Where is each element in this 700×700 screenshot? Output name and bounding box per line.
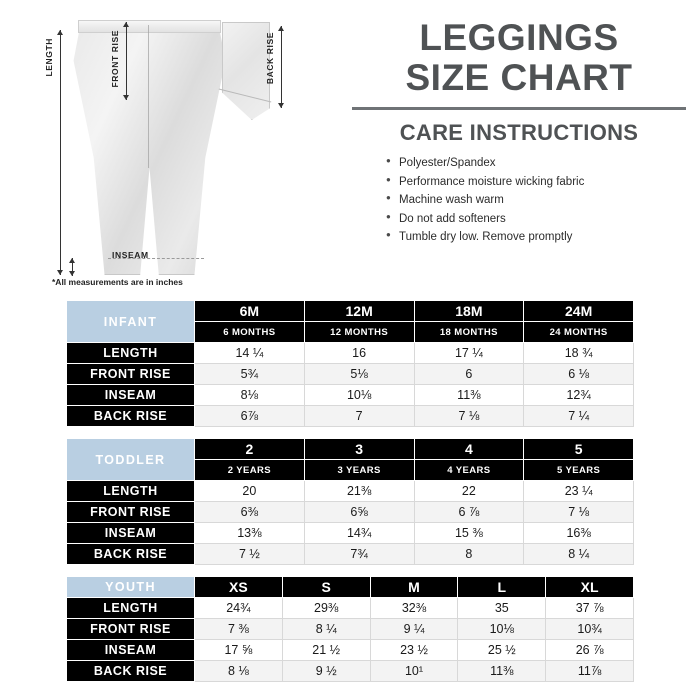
cell-value: 8 ¼ — [282, 619, 370, 640]
cell-value: 7 ⅛ — [524, 502, 634, 523]
cell-value: 6⅜ — [195, 502, 305, 523]
cell-value: 15 ⅜ — [414, 523, 524, 544]
front-rise-arrow — [126, 22, 127, 100]
table-row — [67, 619, 634, 640]
age-header: 24 MONTHS — [524, 322, 634, 343]
age-header: 18 MONTHS — [414, 322, 524, 343]
list-item: ● Performance moisture wicking fabric — [386, 176, 686, 188]
header-block — [352, 18, 686, 250]
cell-value: 29⅜ — [282, 598, 370, 619]
cell-value: 11⅞ — [546, 661, 634, 682]
size-header: S — [282, 577, 370, 598]
cell-value: 14¾ — [304, 523, 414, 544]
toddler-size-table — [66, 438, 634, 565]
size-header: 18M — [414, 301, 524, 322]
cell-value: 23 ½ — [370, 640, 458, 661]
row-label: FRONT RISE — [67, 364, 195, 385]
cell-value: 26 ⅞ — [546, 640, 634, 661]
cell-value: 21⅜ — [304, 481, 414, 502]
cell-value: 6 ⅛ — [524, 364, 634, 385]
youth-size-table — [66, 576, 634, 682]
category-label-infant: INFANT — [67, 301, 195, 343]
list-item: ● Polyester/Spandex — [386, 157, 686, 169]
row-label: BACK RISE — [67, 544, 195, 565]
size-header: M — [370, 577, 458, 598]
table-row — [67, 481, 634, 502]
row-label: FRONT RISE — [67, 619, 195, 640]
size-header: 4 — [414, 439, 524, 460]
cell-value: 17 ⅝ — [195, 640, 283, 661]
category-label-youth: YOUTH — [67, 577, 195, 598]
cell-value: 9 ¼ — [370, 619, 458, 640]
cell-value: 14 ¼ — [195, 343, 305, 364]
cell-value: 6⅞ — [195, 406, 305, 427]
leggings-shape — [72, 20, 227, 275]
leggings-illustration — [72, 20, 227, 275]
waistband — [78, 20, 221, 33]
table-row — [67, 661, 634, 682]
row-label: BACK RISE — [67, 661, 195, 682]
cell-value: 10⅛ — [304, 385, 414, 406]
cell-value: 6 ⅞ — [414, 502, 524, 523]
cell-value: 37 ⅞ — [546, 598, 634, 619]
table-row — [67, 301, 634, 322]
list-item: ● Tumble dry low. Remove promptly — [386, 231, 686, 243]
size-header: 2 — [195, 439, 305, 460]
cell-value: 6⅝ — [304, 502, 414, 523]
cell-value: 6 — [414, 364, 524, 385]
size-tables — [66, 300, 634, 693]
cell-value: 16 — [304, 343, 414, 364]
cell-value: 5⅛ — [304, 364, 414, 385]
page-title-line1: LEGGINGS — [419, 17, 619, 58]
cell-value: 7 ⅛ — [414, 406, 524, 427]
inseam-label: INSEAM — [112, 250, 149, 260]
cell-value: 21 ½ — [282, 640, 370, 661]
cell-value: 18 ¾ — [524, 343, 634, 364]
row-label: LENGTH — [67, 598, 195, 619]
back-rise-label: BACK RISE — [265, 32, 275, 85]
care-instructions-title: CARE INSTRUCTIONS — [399, 120, 639, 145]
row-label: INSEAM — [67, 385, 195, 406]
cell-value: 7¾ — [304, 544, 414, 565]
table-row — [67, 598, 634, 619]
size-header: 5 — [524, 439, 634, 460]
length-label: LENGTH — [44, 38, 54, 77]
row-label: FRONT RISE — [67, 502, 195, 523]
length-arrow — [60, 30, 61, 275]
cell-value: 10⅛ — [458, 619, 546, 640]
cell-value: 11⅜ — [414, 385, 524, 406]
cell-value: 22 — [414, 481, 524, 502]
row-label: LENGTH — [67, 343, 195, 364]
top-section — [0, 0, 700, 295]
table-row — [67, 577, 634, 598]
size-header: 6M — [195, 301, 305, 322]
cell-value: 9 ½ — [282, 661, 370, 682]
cell-value: 11⅜ — [458, 661, 546, 682]
cell-value: 24¾ — [195, 598, 283, 619]
size-header: 12M — [304, 301, 414, 322]
table-row — [67, 364, 634, 385]
page-title-line2: SIZE CHART — [405, 57, 633, 98]
table-row — [67, 343, 634, 364]
cell-value: 8 ⅛ — [195, 661, 283, 682]
age-header: 2 YEARS — [195, 460, 305, 481]
size-header: 3 — [304, 439, 414, 460]
age-header: 6 MONTHS — [195, 322, 305, 343]
back-rise-arrow — [281, 26, 282, 108]
center-crease — [148, 25, 149, 168]
leggings-diagram — [0, 0, 345, 295]
table-row — [67, 502, 634, 523]
care-instructions-list — [386, 157, 686, 243]
age-header: 12 MONTHS — [304, 322, 414, 343]
table-row — [67, 406, 634, 427]
cell-value: 32⅜ — [370, 598, 458, 619]
cell-value: 8 ¼ — [524, 544, 634, 565]
cell-value: 35 — [458, 598, 546, 619]
cell-value: 10¹ — [370, 661, 458, 682]
table-row — [67, 385, 634, 406]
size-header: XL — [546, 577, 634, 598]
table-row — [67, 439, 634, 460]
size-header: L — [458, 577, 546, 598]
cell-value: 5¾ — [195, 364, 305, 385]
front-rise-label: FRONT RISE — [110, 30, 120, 88]
inseam-arrow — [72, 258, 73, 276]
cell-value: 20 — [195, 481, 305, 502]
row-label: LENGTH — [67, 481, 195, 502]
measurement-footnote: *All measurements are in inches — [52, 277, 183, 287]
cell-value: 7 — [304, 406, 414, 427]
cell-value: 10¾ — [546, 619, 634, 640]
cell-value: 8⅛ — [195, 385, 305, 406]
cell-value: 25 ½ — [458, 640, 546, 661]
table-row — [67, 523, 634, 544]
cell-value: 17 ¼ — [414, 343, 524, 364]
cell-value: 12¾ — [524, 385, 634, 406]
table-row — [67, 640, 634, 661]
cell-value: 7 ½ — [195, 544, 305, 565]
cell-value: 8 — [414, 544, 524, 565]
back-panel-illustration — [222, 22, 270, 120]
table-row — [67, 544, 634, 565]
list-item: ● Machine wash warm — [386, 194, 686, 206]
cell-value: 7 ¼ — [524, 406, 634, 427]
cell-value: 23 ¼ — [524, 481, 634, 502]
size-header: XS — [195, 577, 283, 598]
infant-size-table — [66, 300, 634, 427]
size-header: 24M — [524, 301, 634, 322]
list-item: ● Do not add softeners — [386, 213, 686, 225]
age-header: 5 YEARS — [524, 460, 634, 481]
age-header: 4 YEARS — [414, 460, 524, 481]
cell-value: 13⅜ — [195, 523, 305, 544]
age-header: 3 YEARS — [304, 460, 414, 481]
title-divider — [352, 107, 686, 110]
cell-value: 7 ⅜ — [195, 619, 283, 640]
cell-value: 16⅜ — [524, 523, 634, 544]
category-label-toddler: TODDLER — [67, 439, 195, 481]
row-label: BACK RISE — [67, 406, 195, 427]
row-label: INSEAM — [67, 523, 195, 544]
row-label: INSEAM — [67, 640, 195, 661]
